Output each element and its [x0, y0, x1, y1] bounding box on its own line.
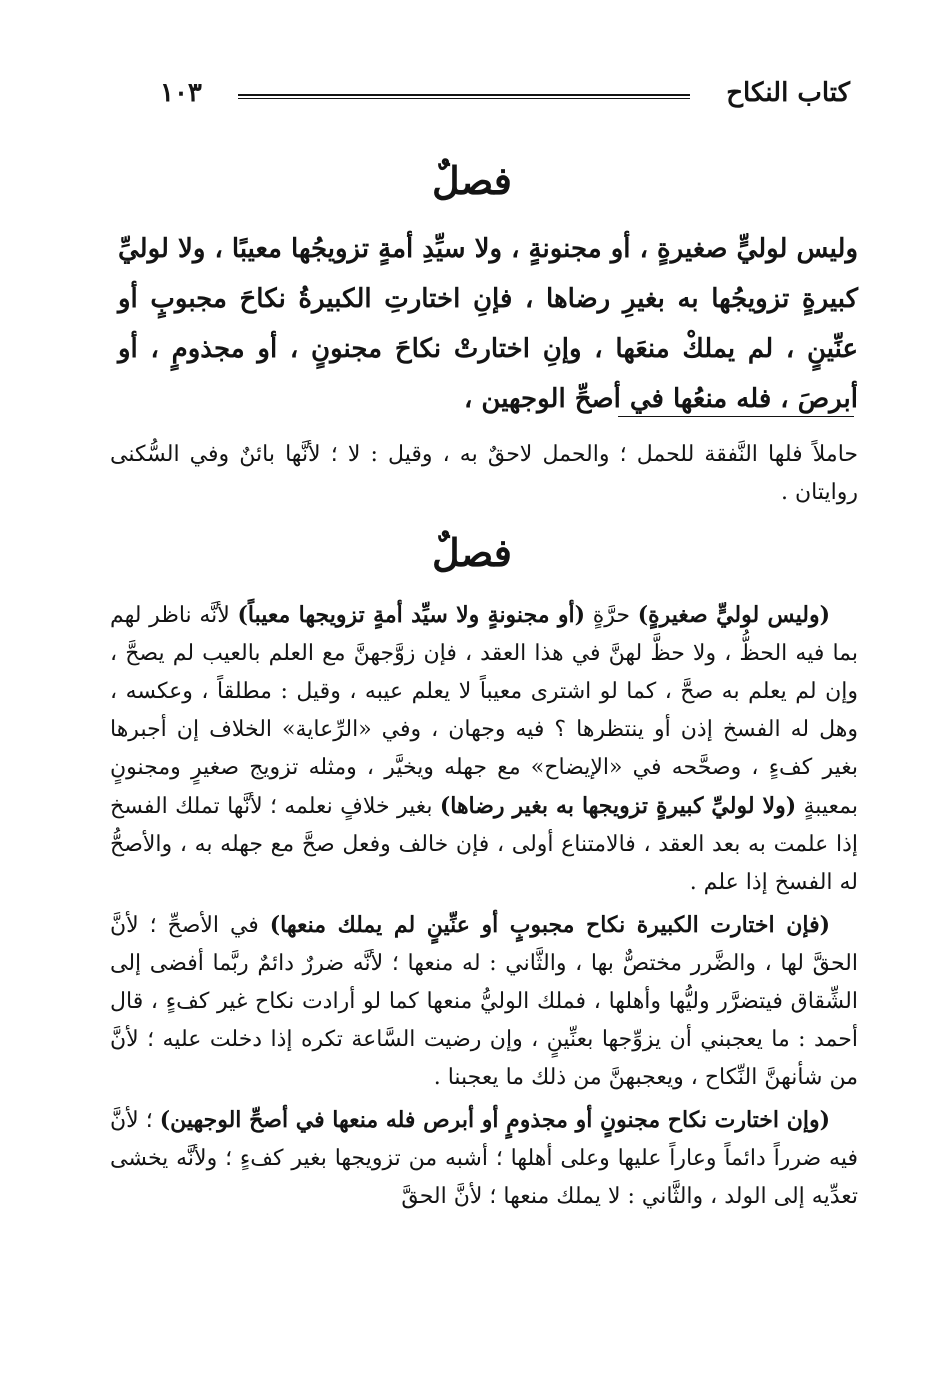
commentary-paragraph [110, 906, 858, 1097]
header-rule [238, 94, 690, 99]
quoted-matn: (ولا لوليِّ كبيرةٍ تزويجها به بغير رضاها) [439, 793, 797, 819]
commentary-text: حرَّةٍ [585, 603, 638, 628]
commentary-text: ؛ لأنَّ فيه ضرراً دائماً وعاراً عليها وعلى أهلها ؛ أشبه من تزويجها بغير كفءٍ ؛ ولأنَّه يخشى تعدِّيه إلى الولد ، والثَّاني : لا يملك منعها ؛ لأنَّ الحقَّ [110, 1108, 858, 1209]
running-title: كتاب النكاح [726, 78, 850, 108]
commentary-paragraph [110, 596, 858, 902]
commentary-paragraph [110, 1101, 858, 1216]
page-number: ١٠٣ [160, 78, 202, 108]
quoted-matn: (فإن اختارت الكبيرة نكاح مجبوبٍ أو عنِّينٍ لم يملك منعها) [269, 912, 830, 938]
commentary-text: لأنَّه ناظر لهم بما فيه الحظُّ ، ولا حظَّ لهنَّ في هذا العقد ، فإن زوَّجهنَّ مع العلم بالعيب لم يصحَّ ، وإن لم يعلم به صحَّ ، كما لو اشترى معيباً لا يعلم عيبه ، وقيل : مطلقاً ، وعكسه ، وهل له الفسخ إذن أو ينتظرها ؟ فيه وجهان ، وفي «الرِّعاية» الخلاف إن أجبرها بغير كفءٍ ، وصحَّحه في «الإيضاح» مع جهله ويخيَّر ، ومثله تزويج صغيرٍ ومجنونٍ بمعيبةٍ [110, 603, 858, 819]
commentary-text: في الأصحِّ ؛ لأنَّ الحقَّ لها ، والضَّرر مختصٌّ بها ، والثَّاني : له منعها ؛ لأنَّه ضررٌ دائمٌ ربَّما أفضى إلى الشِّقاق فيتضرَّر وليُّها وأهلها ، فملك الوليُّ منعها كما لو أرادت نكاح غير كفءٍ ، قال أحمد : ما يعجبني أن يزوِّجها بعنِّينٍ ، وإن رضيت السَّاعة تكره إذا دخلت عليه ؛ لأنَّ من شأنهنَّ النِّكاح ، ويعجبهنَّ من ذلك ما يعجبنا . [110, 913, 858, 1090]
previous-page-continuation: حاملاً فلها النَّفقة للحمل ؛ والحمل لاحقٌ به ، وقيل : لا ؛ لأنَّها بائنٌ وفي السُّكنى روايتان . [110, 442, 858, 505]
commentary-continuation [110, 436, 858, 512]
commentary-section-heading: فصلٌ [432, 530, 512, 575]
commentary-body [110, 596, 858, 1216]
quoted-matn: (أو مجنونةٍ ولا سيِّد أمةٍ تزويجها معيباً) [237, 602, 586, 628]
footnote-separator [618, 416, 854, 417]
main-section-heading: فصلٌ [432, 158, 512, 203]
main-text-block: وليس لوليٍّ صغيرةٍ ، أو مجنونةٍ ، ولا سيِّدِ أمةٍ تزويجُها معيبًا ، ولا لوليِّ كبيرةٍ تزويجُها به بغيرِ رضاها ، فإنِ اختارتِ الكبيرةُ نكاحَ مجبوبٍ أو عنِّينٍ ، لم يملكْ منعَها ، وإنِ اختارتْ نكاحَ مجنونٍ ، أو مجذومٍ ، أو أبرصَ ، فله منعُها في أصحِّ الوجهين ، [118, 234, 858, 414]
commentary-text: بغير خلافٍ نعلمه ؛ لأنَّها تملك الفسخ إذا علمت به بعد العقد ، فالامتناع أولى ، فإن خالف وفعل صحَّ مع جهله به ، والأصحُّ له الفسخ إذا علم . [110, 794, 858, 895]
quoted-matn: (وليس لوليٍّ صغيرةٍ) [637, 602, 830, 628]
page-header [160, 78, 850, 118]
quoted-matn: (وإن اختارت نكاح مجنونٍ أو مجذومٍ أو أبرص فله منعها في أصحِّ الوجهين) [159, 1107, 830, 1133]
